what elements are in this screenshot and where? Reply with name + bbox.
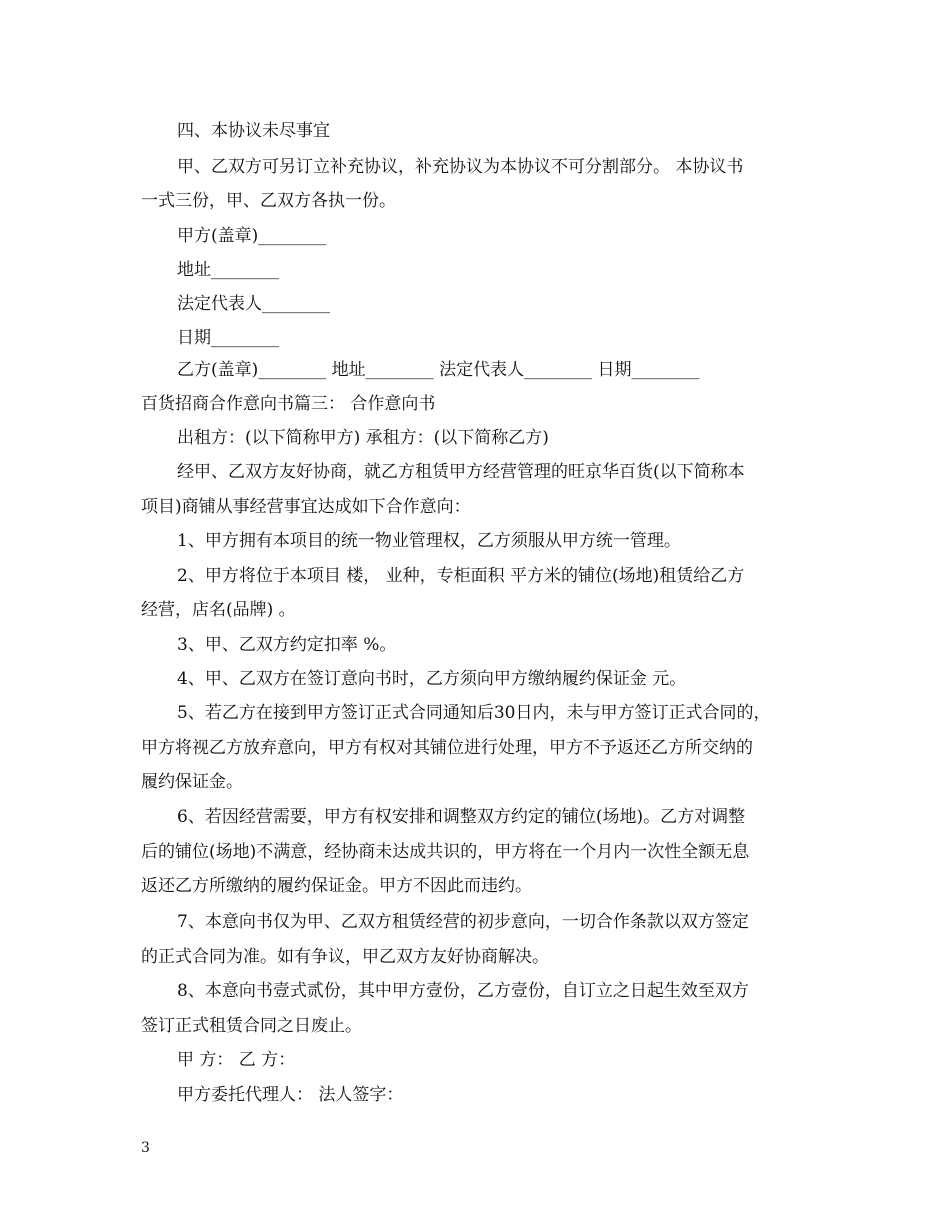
clause-line: 6、若因经营需要，甲方有权安排和调整双方约定的铺位(场地)。乙方对调整: [177, 807, 746, 827]
paragraph-line: 一式三份，甲、乙双方各执一份。: [141, 191, 396, 211]
paragraph-line: 甲、乙双方可另订立补充协议，补充协议为本协议不可分割部分。 本协议书: [177, 157, 744, 177]
clause-line: 4、甲、乙双方在签订意向书时，乙方须向甲方缴纳履约保证金 元。: [177, 669, 687, 689]
signature-line-party-b: 乙方(盖章)________ 地址________ 法定代表人________ 日期________: [177, 360, 700, 380]
clause-line: 甲方将视乙方放弃意向，甲方有权对其铺位进行处理，甲方不予返还乙方所交纳的: [141, 738, 753, 758]
signature-line-date: 日期________: [177, 328, 279, 348]
signatures-parties: 甲 方： 乙 方：: [177, 1050, 296, 1070]
document-title-line: 百货招商合作意向书篇三： 合作意向书: [141, 394, 436, 414]
clause-line: 的正式合同为准。如有争议，甲乙双方友好协商解决。: [141, 947, 549, 967]
clause-line: 1、甲方拥有本项目的统一物业管理权，乙方须服从甲方统一管理。: [177, 531, 681, 551]
clause-line: 7、本意向书仅为甲、乙双方租赁经营的初步意向，一切合作条款以双方签定: [177, 912, 749, 932]
clause-line: 签订正式租赁合同之日废止。: [141, 1016, 362, 1036]
clause-line: 5、若乙方在接到甲方签订正式合同通知后30日内，未与甲方签订正式合同的，: [177, 703, 771, 723]
signatures-agents: 甲方委托代理人： 法人签字：: [177, 1085, 404, 1105]
paragraph-line: 经甲、乙双方友好协商，就乙方租赁甲方经营管理的旺京华百货(以下简称本: [177, 462, 745, 482]
page-number: 3: [141, 1140, 150, 1156]
signature-line-party-a: 甲方(盖章)________: [177, 226, 327, 246]
signature-line-address: 地址________: [177, 260, 279, 280]
clause-line: 2、甲方将位于本项目 楼， 业种，专柜面积 平方米的铺位(场地)租赁给乙方: [177, 566, 745, 586]
paragraph-line: 项目)商铺从事经营事宜达成如下合作意向：: [141, 497, 471, 517]
clause-line: 后的铺位(场地)不满意，经协商未达成共识的，甲方将在一个月内一次性全额无息: [141, 842, 750, 862]
clause-line: 经营，店名(品牌) 。: [141, 600, 296, 620]
clause-line: 履约保证金。: [141, 772, 243, 792]
clause-line: 3、甲、乙双方约定扣率 %。: [177, 635, 397, 655]
section-heading: 四、本协议未尽事宜: [177, 121, 330, 141]
clause-line: 返还乙方所缴纳的履约保证金。甲方不因此而违约。: [141, 876, 532, 896]
parties-line: 出租方：(以下简称甲方) 承租方：(以下简称乙方): [177, 428, 549, 448]
clause-line: 8、本意向书壹式贰份，其中甲方壹份，乙方壹份，自订立之日起生效至双方: [177, 981, 749, 1001]
signature-line-representative: 法定代表人________: [177, 294, 330, 314]
